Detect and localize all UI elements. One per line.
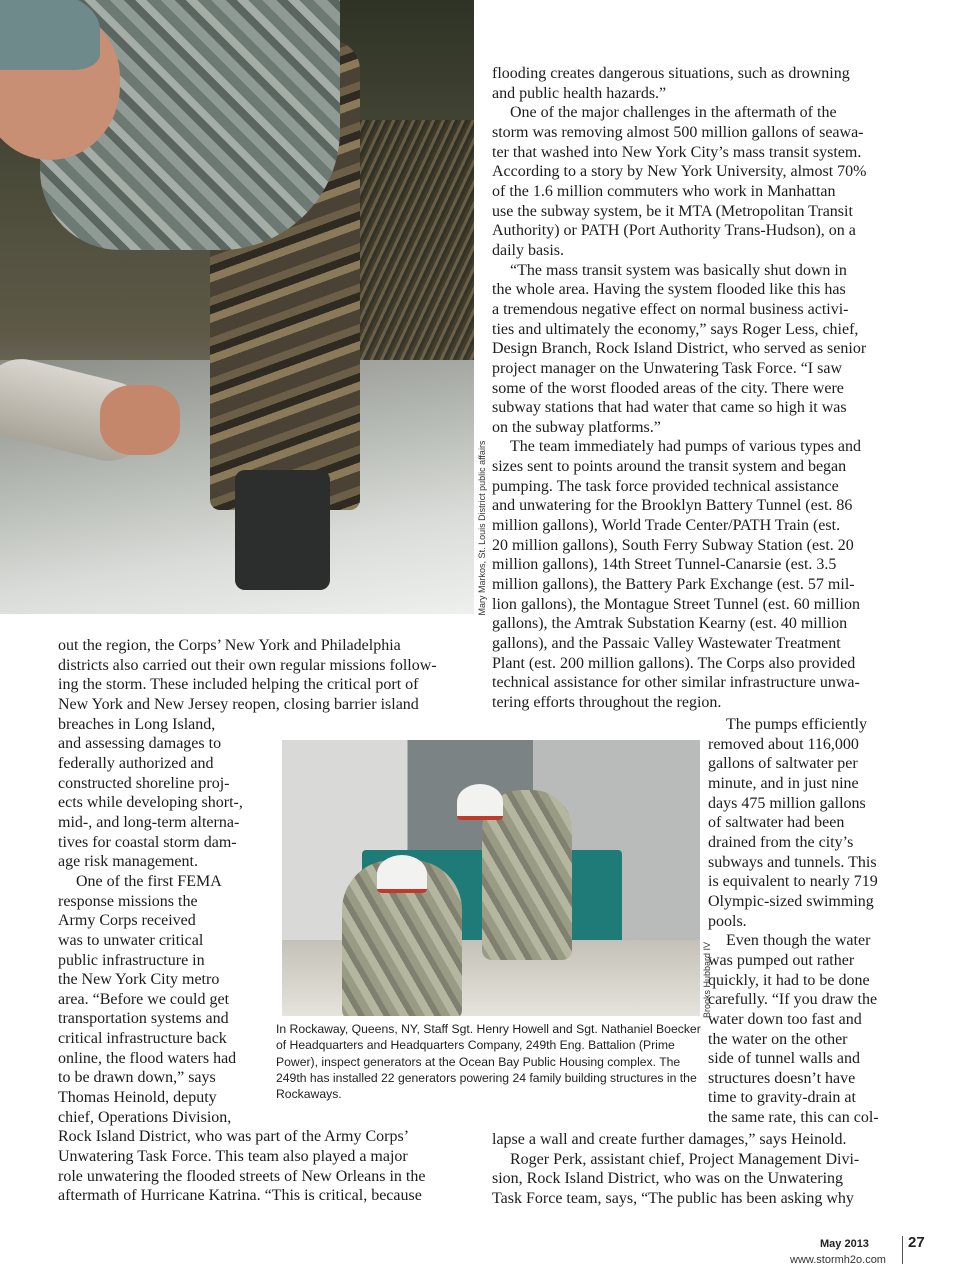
text-line: gallons of saltwater per xyxy=(708,755,858,773)
text-line: water down too fast and xyxy=(708,1010,862,1028)
text-line: constructed shoreline proj- xyxy=(58,774,230,792)
text-line: million gallons), World Trade Center/PATH Train (est. xyxy=(492,517,841,535)
text-line: New York and New Jersey reopen, closing barrier island xyxy=(58,695,419,713)
text-line: Olympic-sized swimming xyxy=(708,892,874,910)
text-line: pools. xyxy=(708,912,747,930)
text-line: Even though the water xyxy=(726,932,871,950)
text-line: pumping. The task force provided technical assistance xyxy=(492,477,839,495)
text-line: days 475 million gallons xyxy=(708,794,866,812)
text-line: carefully. “If you draw the xyxy=(708,991,878,1009)
text-line: Thomas Heinold, deputy xyxy=(58,1089,217,1107)
text-line: a tremendous negative effect on normal business activi- xyxy=(492,300,849,318)
text-line: the water on the other xyxy=(708,1030,848,1048)
text-line: lion gallons), the Montague Street Tunnel (est. 60 million xyxy=(492,595,860,613)
text-line: and public health hazards.” xyxy=(492,84,667,102)
text-line: The team immediately had pumps of various types and xyxy=(510,438,862,456)
text-line: 20 million gallons), South Ferry Subway Station (est. 20 xyxy=(492,536,854,554)
photo2-caption: In Rockaway, Queens, NY, Staff Sgt. Henry Howell and Sgt. Nathaniel Boecker of Headquarters and Headquarters Company, 249th Eng. Battalion (Prime Power), inspect generators at the Ocean Bay Public Housing complex. The 249th has installed 22 generators powering 24 family building structures in the Rockaways. xyxy=(276,1022,701,1102)
text-line: Authority) or PATH (Port Authority Trans-Hudson), on a xyxy=(492,222,856,240)
text-line: million gallons), 14th Street Tunnel-Canarsie (est. 3.5 xyxy=(492,556,837,574)
text-line: side of tunnel walls and xyxy=(708,1050,860,1068)
text-line: the New York City metro xyxy=(58,971,220,989)
text-line: to be drawn down,” says xyxy=(58,1069,216,1087)
text-line: of saltwater had been xyxy=(708,814,845,832)
text-line: districts also carried out their own regular missions follow- xyxy=(58,656,437,674)
text-line: tering efforts throughout the region. xyxy=(492,694,722,711)
text-line: was to unwater critical xyxy=(58,931,204,949)
text-line: Task Force team, says, “The public has been asking why xyxy=(492,1189,854,1207)
text-line: removed about 116,000 xyxy=(708,735,859,753)
text-line: of the 1.6 million commuters who work in Manhattan xyxy=(492,182,836,200)
text-line: online, the flood waters had xyxy=(58,1049,237,1067)
text-line: sion, Rock Island District, who was on the Unwatering xyxy=(492,1170,844,1188)
generators-photo xyxy=(282,740,700,1016)
text-line: is equivalent to nearly 719 xyxy=(708,873,878,891)
text-line: According to a story by New York University, almost 70% xyxy=(492,163,867,181)
text-line: some of the worst flooded areas of the city. There were xyxy=(492,379,844,397)
text-line: minute, and in just nine xyxy=(708,774,859,792)
page-number: 27 xyxy=(908,1234,925,1251)
text-line: The pumps efficiently xyxy=(726,716,867,733)
text-line: structures doesn’t have xyxy=(708,1069,856,1087)
right-column xyxy=(492,64,900,713)
text-line: quickly, it had to be done xyxy=(708,971,870,989)
text-line: technical assistance for other similar infrastructure unwa- xyxy=(492,674,860,692)
text-line: mid-, and long-term alterna- xyxy=(58,813,240,831)
text-line: subway stations that had water that came so high it was xyxy=(492,399,847,417)
text-line: Roger Perk, assistant chief, Project Management Divi- xyxy=(510,1150,860,1168)
text-line: One of the first FEMA xyxy=(76,872,222,890)
text-line: aftermath of Hurricane Katrina. “This is critical, because xyxy=(58,1187,422,1205)
text-line: sizes sent to points around the transit system and began xyxy=(492,458,847,476)
text-line: ects while developing short-, xyxy=(58,794,243,812)
text-line: was pumped out rather xyxy=(708,951,855,969)
text-line: and unwatering for the Brooklyn Battery Tunnel (est. 86 xyxy=(492,497,853,515)
issue-date: May 2013 xyxy=(820,1238,869,1250)
text-line: One of the major challenges in the aftermath of the xyxy=(510,104,837,122)
text-line: flooding creates dangerous situations, such as drowning xyxy=(492,65,850,82)
text-line: the whole area. Having the system flooded like this has xyxy=(492,281,846,299)
photo1-credit-text: Mary Markos, St. Louis District public affairs xyxy=(477,440,487,616)
text-line: area. “Before we could get xyxy=(58,990,230,1008)
text-line: drained from the city’s xyxy=(708,833,854,851)
text-line: federally authorized and xyxy=(58,754,214,772)
text-line: response missions the xyxy=(58,892,198,910)
footer-divider xyxy=(902,1236,903,1264)
text-line: ing the storm. These included helping the critical port of xyxy=(58,676,419,694)
text-line: time to gravity-drain at xyxy=(708,1089,856,1107)
text-line: Army Corps received xyxy=(58,912,196,930)
text-line: Design Branch, Rock Island District, who served as senior xyxy=(492,340,867,358)
text-line: transportation systems and xyxy=(58,1010,229,1028)
text-line: ties and ultimately the economy,” says Roger Less, chief, xyxy=(492,320,859,338)
text-line: out the region, the Corps’ New York and Philadelphia xyxy=(58,637,401,654)
text-line: use the subway system, be it MTA (Metropolitan Transit xyxy=(492,202,853,220)
text-line: Plant (est. 200 million gallons). The Corps also provided xyxy=(492,654,856,672)
website-url: www.stormh2o.com xyxy=(790,1254,886,1266)
text-line: tives for coastal storm dam- xyxy=(58,833,237,851)
photo2-credit xyxy=(700,940,714,1020)
text-line: “The mass transit system was basically shut down in xyxy=(510,261,847,279)
text-line: age risk management. xyxy=(58,853,198,871)
text-line: public infrastructure in xyxy=(58,951,205,969)
photo1-credit xyxy=(475,442,489,614)
text-line: Rock Island District, who was part of the Army Corps’ xyxy=(58,1128,410,1146)
text-line: Unwatering Task Force. This team also played a major xyxy=(58,1148,408,1166)
text-line: critical infrastructure back xyxy=(58,1030,227,1048)
text-line: subways and tunnels. This xyxy=(708,853,877,871)
text-line: gallons), the Amtrak Substation Kearny (est. 40 million xyxy=(492,615,848,633)
text-line: on the subway platforms.” xyxy=(492,418,661,436)
right-column-narrow xyxy=(708,715,900,1128)
airman-hose-photo xyxy=(0,0,474,614)
text-line: role unwatering the flooded streets of New Orleans in the xyxy=(58,1167,426,1185)
text-line: chief, Operations Division, xyxy=(58,1108,232,1126)
right-column-bottom xyxy=(492,1130,900,1209)
text-line: lapse a wall and create further damages,” says Heinold. xyxy=(492,1131,847,1148)
text-line: gallons), and the Passaic Valley Wastewater Treatment xyxy=(492,635,841,653)
text-line: daily basis. xyxy=(492,241,564,259)
text-line: breaches in Long Island, xyxy=(58,715,216,733)
photo2-credit-text: Brooks Hubbard IV xyxy=(702,941,712,1019)
text-line: storm was removing almost 500 million gallons of seawa- xyxy=(492,123,864,141)
text-line: million gallons), the Battery Park Exchange (est. 57 mil- xyxy=(492,576,855,594)
text-line: and assessing damages to xyxy=(58,735,222,753)
text-line: project manager on the Unwatering Task Force. “I saw xyxy=(492,359,843,377)
text-line: the same rate, this can col- xyxy=(708,1109,879,1127)
text-line: ter that washed into New York City’s mass transit system. xyxy=(492,143,862,161)
